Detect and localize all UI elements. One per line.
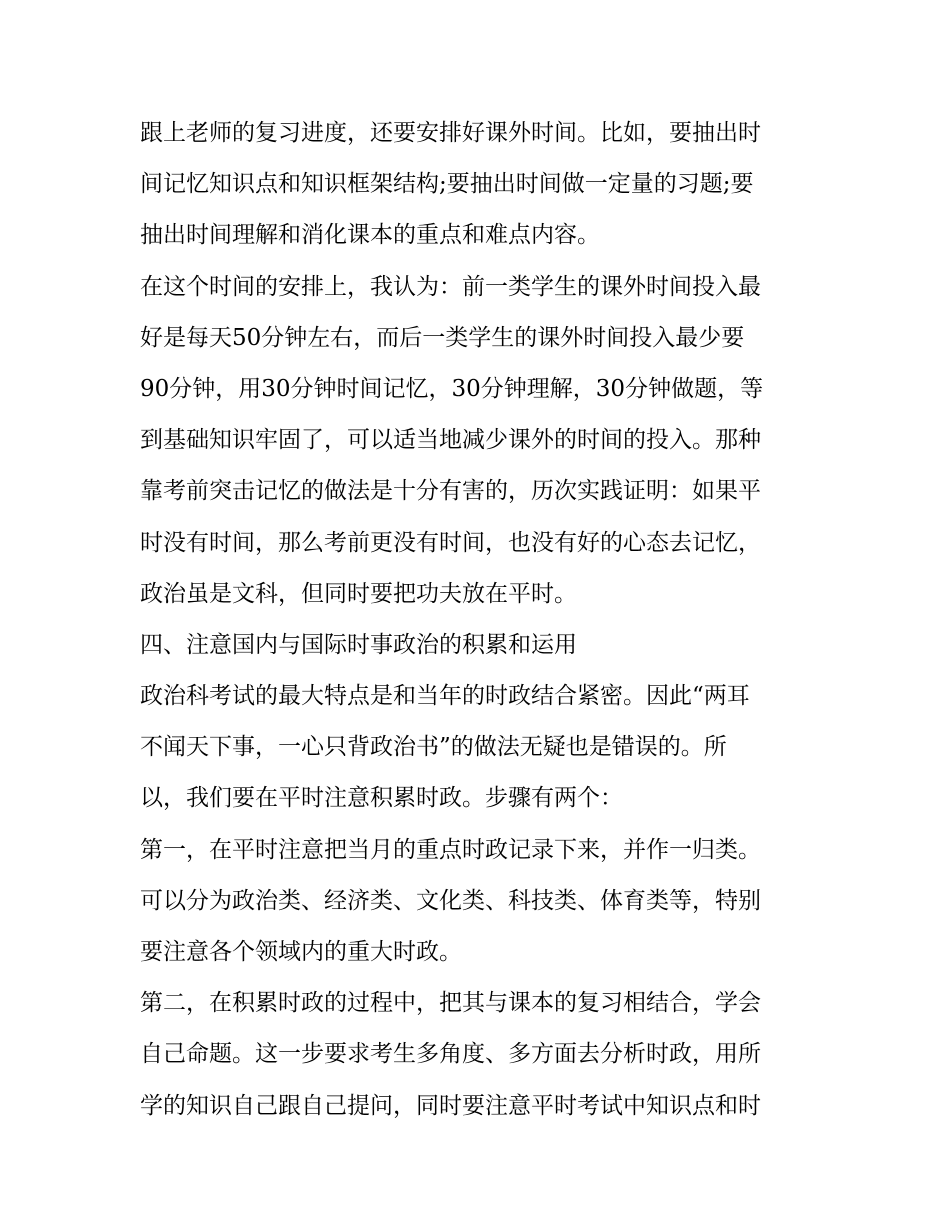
text-line: 以，我们要在平时注意积累时政。步骤有两个： [140,785,623,812]
text-line: 政治虽是文科，但同时要把功夫放在平时。 [140,580,577,607]
text-line: 时没有时间，那么考前更没有时间，也没有好的心态去记忆， [140,529,761,556]
text-line: 不闻天下事，一心只背政治书”的做法无疑也是错误的。所 [140,734,727,761]
text-line: 好是每天50分钟左右，而后一类学生的课外时间投入最少要 [140,324,745,351]
text-line: 要注意各个领域内的重大时政。 [140,939,462,965]
document-body [140,108,820,1132]
text-line: 第一，在平时注意把当月的重点时政记录下来，并作一归类。 [140,836,761,863]
text-line: 靠考前突击记忆的做法是十分有害的，历次实践证明：如果平 [140,478,761,505]
text-line: 在这个时间的安排上，我认为：前一类学生的课外时间投入最 [140,273,761,300]
text-line: 间记忆知识点和知识框架结构;要抽出时间做一定量的习题;要 [140,171,754,198]
text-line: 第二，在积累时政的过程中，把其与课本的复习相结合，学会 [140,990,761,1017]
text-line: 跟上老师的复习进度，还要安排好课外时间。比如，要抽出时 [140,120,761,146]
text-line: 政治科考试的最大特点是和当年的时政结合紧密。因此“两耳 [140,683,750,710]
text-line: 学的知识自己跟自己提问，同时要注意平时考试中知识点和时 [140,1092,761,1119]
text-line: 90分钟，用30分钟时间记忆，30分钟理解，30分钟做题，等 [140,375,764,402]
text-line: 可以分为政治类、经济类、文化类、科技类、体育类等，特别 [140,887,761,914]
text-line: 抽出时间理解和消化课本的重点和难点内容。 [140,222,600,249]
text-line: 自己命题。这一步要求考生多角度、多方面去分析时政，用所 [140,1041,761,1068]
text-line: 到基础知识牢固了，可以适当地减少课外的时间的投入。那种 [140,427,761,454]
section-heading: 四、注意国内与国际时事政治的积累和运用 [140,631,577,658]
